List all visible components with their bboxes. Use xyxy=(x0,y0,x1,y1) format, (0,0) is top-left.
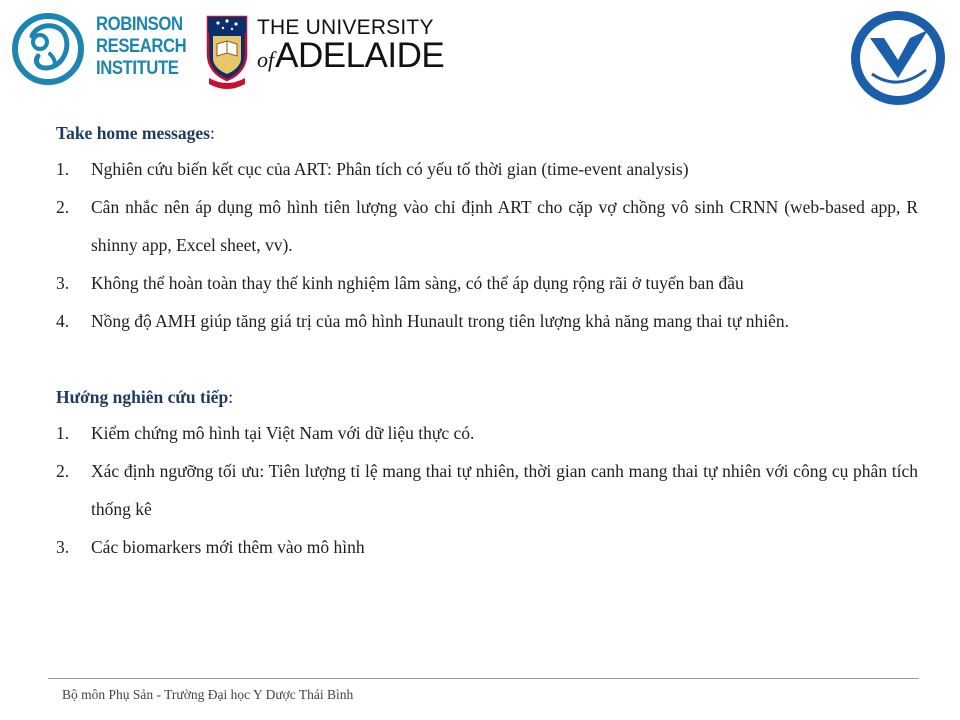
future-research-heading: Hướng nghiên cứu tiếp: xyxy=(56,387,234,407)
footer-divider xyxy=(48,678,919,679)
slide-content xyxy=(56,116,918,566)
future-research-list xyxy=(56,414,918,566)
adelaide-line-2: ofADELAIDE xyxy=(257,36,445,75)
list-item: 1. Nghiên cứu biến kết cục của ART: Phân tích có yếu tố thời gian (time-event analysis) xyxy=(56,159,689,179)
list-item: 4. Nồng độ AMH giúp tăng giá trị của mô hình Hunault trong tiên lượng khả năng mang thai tự nhiên. xyxy=(56,311,789,331)
list-item: 3. Các biomarkers mới thêm vào mô hình xyxy=(56,537,365,557)
header xyxy=(0,0,960,110)
fetus-in-circle-icon xyxy=(10,8,90,90)
list-item: 3. Không thể hoàn toàn thay thế kinh nghiệm lâm sàng, có thể áp dụng rộng rãi ở tuyến ban đầu xyxy=(56,273,744,293)
footer-text: Bộ môn Phụ Sản - Trường Đại học Y Dược Thái Bình xyxy=(62,687,354,702)
list-item: 2. Cân nhắc nên áp dụng mô hình tiên lượng vào chỉ định ART cho cặp vợ chồng vô sinh CRNN (web-based app, R shinny app, Excel sheet, vv). xyxy=(56,197,918,255)
thai-binh-university-seal-icon xyxy=(848,8,948,108)
university-of-adelaide-logo xyxy=(205,14,445,92)
list-item: 1. Kiểm chứng mô hình tại Việt Nam với dữ liệu thực có. xyxy=(56,423,475,443)
robinson-wordmark: ROBINSON RESEARCH INSTITUTE xyxy=(96,14,187,79)
take-home-messages-list xyxy=(56,150,918,340)
university-crest-icon xyxy=(205,14,249,90)
robinson-research-institute-logo xyxy=(10,8,187,90)
take-home-messages-heading: Take home messages: xyxy=(56,123,215,143)
adelaide-line-1: THE UNIVERSITY xyxy=(257,16,434,39)
list-item: 2. Xác định ngưỡng tối ưu: Tiên lượng tỉ lệ mang thai tự nhiên, thời gian canh mang thai tự nhiên với công cụ phân tích thống kê xyxy=(56,461,918,519)
